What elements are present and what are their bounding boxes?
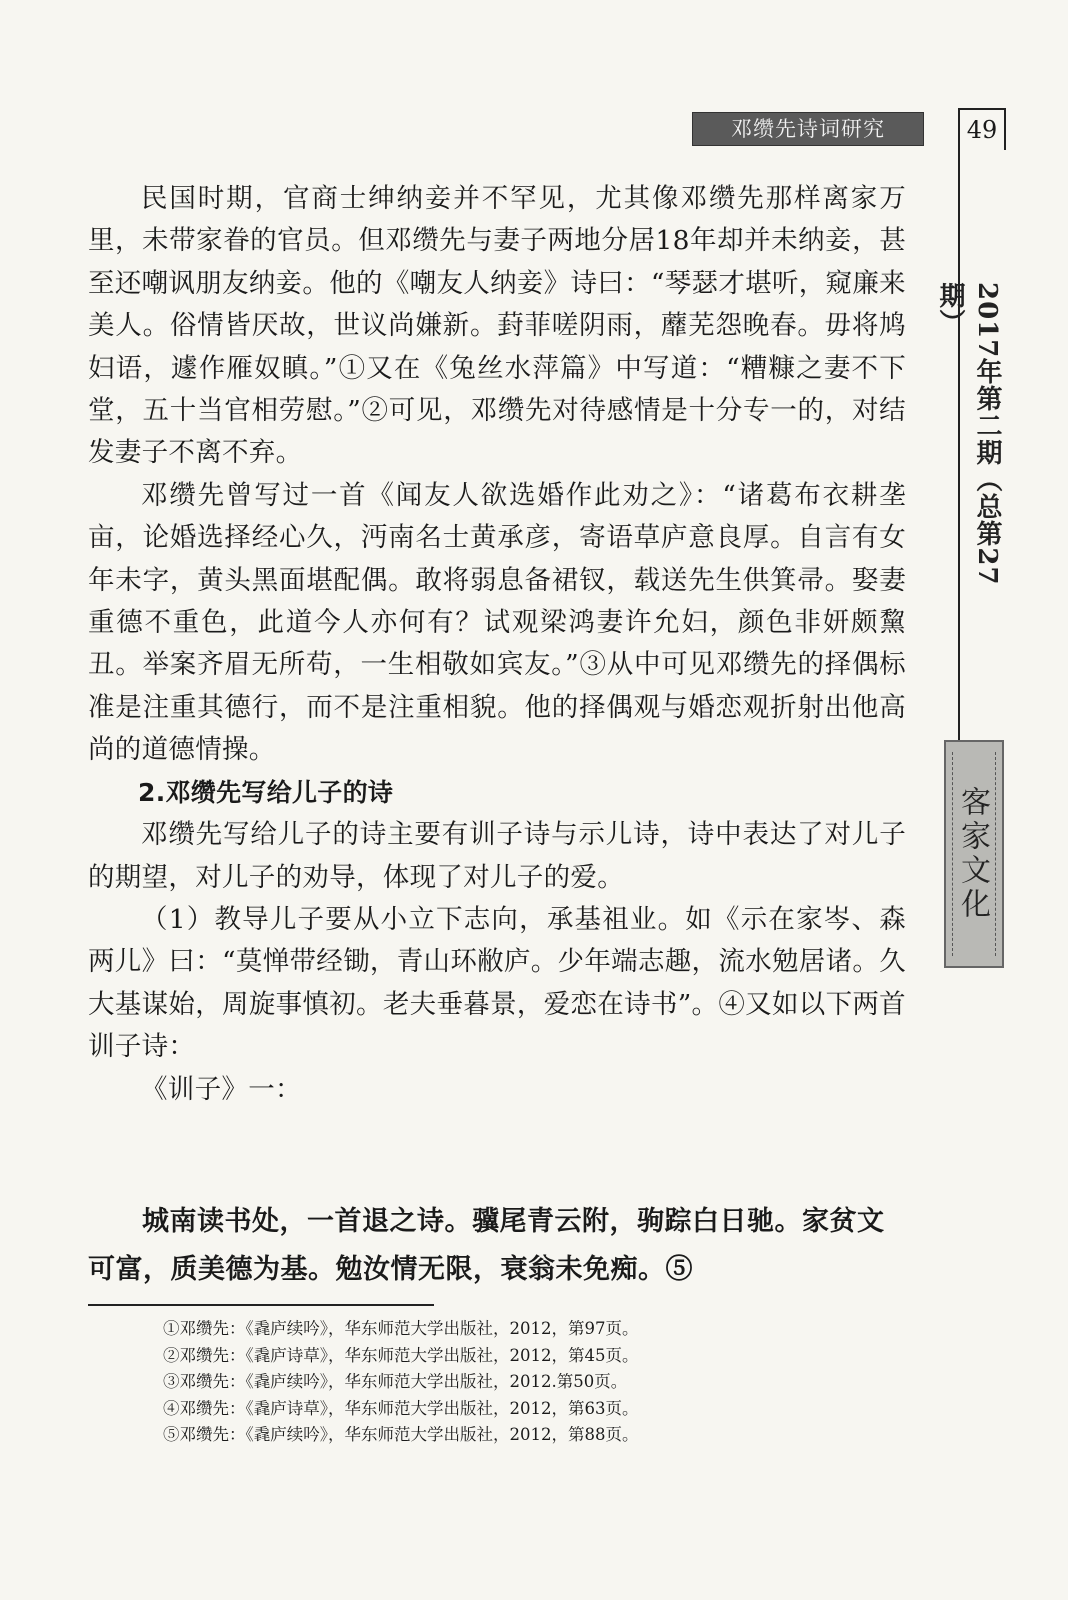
footnote: ④邓缵先：《毳庐诗草》，华东师范大学出版社，2012，第63页。	[163, 1398, 639, 1418]
footnote: ①邓缵先：《毳庐续吟》，华东师范大学出版社，2012，第97页。	[163, 1319, 639, 1338]
section-banner-text: 客家文化	[952, 752, 996, 956]
paragraph: 民国时期，官商士绅纳妾并不罕见，尤其像邓缵先那样离家万里，未带家眷的官员。但邓缵先与妻子两地分居18年却并未纳妾，甚至还嘲讽朋友纳妾。他的《嘲友人纳妾》诗曰：“琴瑟才堪听，窥廉来美人。俗情皆厌故，世议尚嫌新。葑菲嗟阴雨，蘼芜怨晚春。毋将鸠妇语，遽作雁奴瞋。”①又在《兔丝水萍篇》中写道：“糟糠之妻不下堂，五十当官相劳慰。”②可见，邓缵先对待感情是十分专一的，对结发妻子不离不弃。	[88, 183, 906, 469]
paragraph: 邓缵先写给儿子的诗主要有训子诗与示儿诗，诗中表达了对儿子的期望，对儿子的劝导，体现了对儿子的爱。	[88, 819, 906, 893]
footnote: ③邓缵先：《毳庐续吟》，华东师范大学出版社，2012.第50页。	[163, 1372, 628, 1391]
section-heading: 2.邓缵先写给儿子的诗	[138, 777, 394, 807]
footnotes	[163, 1316, 923, 1449]
issue-label: 2017年第二期（总第27期）	[935, 282, 1002, 586]
paragraph: 邓缵先曾写过一首《闻友人欲选婚作此劝之》：“诸葛布衣耕垄亩，论婚选择经心久，沔南名士黄承彦，寄语草庐意良厚。自言有女年未字，黄头黑面堪配偶。敢将弱息备裙钗，载送先生供箕帚。娶妻重德不重色，此道今人亦何有？试观梁鸿妻许允妇，颜色非妍颇黧丑。举案齐眉无所苟，一生相敬如宾友。”③从中可见邓缵先的择偶标准是注重其德行，而不是注重相貌。他的择偶观与婚恋观折射出他高尚的道德情操。	[88, 479, 906, 766]
footnote: ⑤邓缵先：《毳庐续吟》，华东师范大学出版社，2012，第88页。	[163, 1425, 639, 1444]
poem-title: 《训子》一：	[141, 1073, 302, 1105]
article-body	[88, 178, 906, 1111]
footnote-divider	[88, 1304, 434, 1306]
poem-text: 城南读书处，一首退之诗。骥尾青云附，驹踪白日驰。家贫文可富，质美德为基。勉汝情无限，衰翁未免痴。⑤	[88, 1206, 885, 1285]
section-banner	[944, 740, 1004, 968]
page-number: 49	[958, 108, 1006, 150]
footnote: ②邓缵先：《毳庐诗草》，华东师范大学出版社，2012，第45页。	[163, 1345, 639, 1365]
poem-block	[88, 1198, 906, 1294]
margin-rule	[958, 150, 960, 750]
running-header-title: 邓缵先诗词研究	[692, 112, 924, 146]
paragraph: （1）教导儿子要从小立下志向，承基祖业。如《示在家岑、森两儿》曰：“莫惮带经锄，青山环敝庐。少年端志趣，流水勉居诸。久大基谋始，周旋事慎初。老夫垂暮景，爱恋在诗书”。④又如以下两首训子诗：	[88, 903, 906, 1063]
